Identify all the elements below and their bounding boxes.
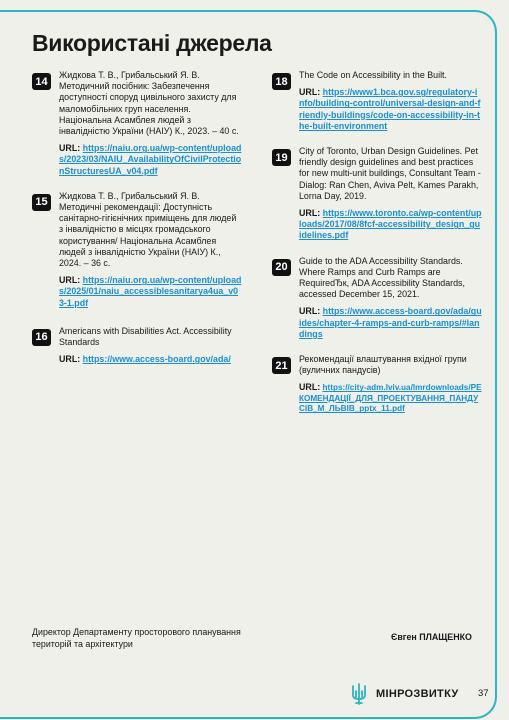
signatory-name: Євген ПЛАЩЕНКО — [391, 632, 472, 642]
reference-link[interactable]: https://city-adm.lviv.ua/lmrdownloads/РЕКОМЕНДАЦІЇ_ДЛЯ_ПРОЕКТУВАННЯ_ПАНДУСІВ_М_ЛЬВІВ_pptx_11.pdf — [299, 383, 482, 414]
reference-item-14 — [32, 70, 242, 177]
reference-text: Жидкова Т. В., Грибальський Я. В. Методичні рекомендації: Доступність санітарно-гігієнічних приміщень для людей з інвалідністю в місцях громадського користування/ Національна Асамблея людей з інвалідністю України (НАІУ) К., 2024. – 36 с. — [59, 190, 237, 269]
reference-text: Рекомендації влаштування вхідної групи (вуличних пандусів) — [299, 354, 467, 376]
reference-link[interactable]: https://www.access-board.gov/ada/ — [82, 354, 231, 365]
url-label: URL: — [59, 143, 81, 154]
page-number: 37 — [478, 688, 489, 699]
reference-item-20 — [272, 256, 482, 340]
reference-text: The Code on Accessibility in the Built. — [299, 70, 447, 80]
reference-text: City of Toronto, Urban Design Guidelines. Pet friendly design guidelines and best practices for new multi-unit buildings, Consultant Team - Dialog: Ran Chen, Aviva Pelt, Kames Parakh, Lorna Day, 2019. — [299, 146, 481, 201]
reference-item-15 — [32, 191, 242, 309]
reference-text: Americans with Disabilities Act. Accessibility Standards — [59, 325, 232, 348]
reference-item-16 — [32, 326, 242, 366]
references-right-column — [272, 70, 482, 415]
url-label: URL: — [299, 382, 321, 393]
reference-number: 20 — [272, 259, 291, 276]
ministry-name: МІНРОЗВИТКУ — [376, 688, 459, 700]
url-label: URL: — [299, 208, 321, 219]
page-title: Використані джерела — [32, 30, 272, 56]
reference-link[interactable]: https://naiu.org.ua/wp-content/uploads/2023/03/NAIU_AvailabilityOfCivilProtectionStructuresUA_v04.pdf — [59, 143, 242, 176]
references-left-column — [32, 70, 242, 365]
reference-number: 19 — [272, 149, 291, 166]
reference-number: 21 — [272, 357, 291, 374]
reference-text: Жидкова Т. В., Грибальський Я. В. Методичний посібник: Забезпечення доступності споруд цивільного захисту для маломобільних груп населення. Національна Асамблея людей з інвалідністю України (НАІУ) К., 2023. – 40 с. — [59, 70, 239, 137]
reference-number: 18 — [272, 73, 291, 90]
reference-number: 15 — [32, 194, 51, 211]
reference-url — [59, 143, 242, 177]
reference-url — [299, 87, 482, 132]
reference-url — [299, 208, 482, 242]
reference-item-19 — [272, 146, 482, 242]
reference-number: 16 — [32, 329, 51, 346]
reference-link[interactable]: https://www1.bca.gov.sg/regulatory-info/building-control/universal-design-and-friendly-buildings/code-on-accessibility-in-the-built-environment — [299, 87, 481, 131]
reference-url — [299, 382, 482, 415]
url-label: URL: — [59, 354, 81, 365]
url-label: URL: — [299, 87, 321, 98]
reference-link[interactable]: https://www.access-board.gov/ada/guides/chapter-4-ramps-and-curb-ramps/#landings — [299, 306, 482, 339]
reference-url — [59, 354, 242, 365]
trident-icon — [350, 683, 368, 705]
reference-text: Guide to the ADA Accessibility Standards. Where Ramps and Curb Ramps are RequiredЂк, ADA Accessibility Standards, accessed December 15, 2021. — [299, 255, 465, 300]
reference-item-21 — [272, 354, 482, 415]
signatory-position: Директор Департаменту просторового планування територій та архітектури — [32, 627, 241, 649]
reference-link[interactable]: https://www.toronto.ca/wp-content/uploads/2017/08/8fcf-accessibility_design_guidelines.pdf — [299, 208, 482, 241]
ministry-logo — [350, 683, 459, 705]
url-label: URL: — [59, 275, 81, 286]
reference-number: 14 — [32, 73, 51, 90]
reference-item-18 — [272, 70, 482, 132]
reference-url — [299, 306, 482, 340]
reference-link[interactable]: https://naiu.org.ua/wp-content/uploads/2025/01/naiu_accessiblesanitarya4ua_v03-1.pdf — [59, 275, 242, 308]
url-label: URL: — [299, 306, 321, 317]
reference-url — [59, 275, 242, 309]
